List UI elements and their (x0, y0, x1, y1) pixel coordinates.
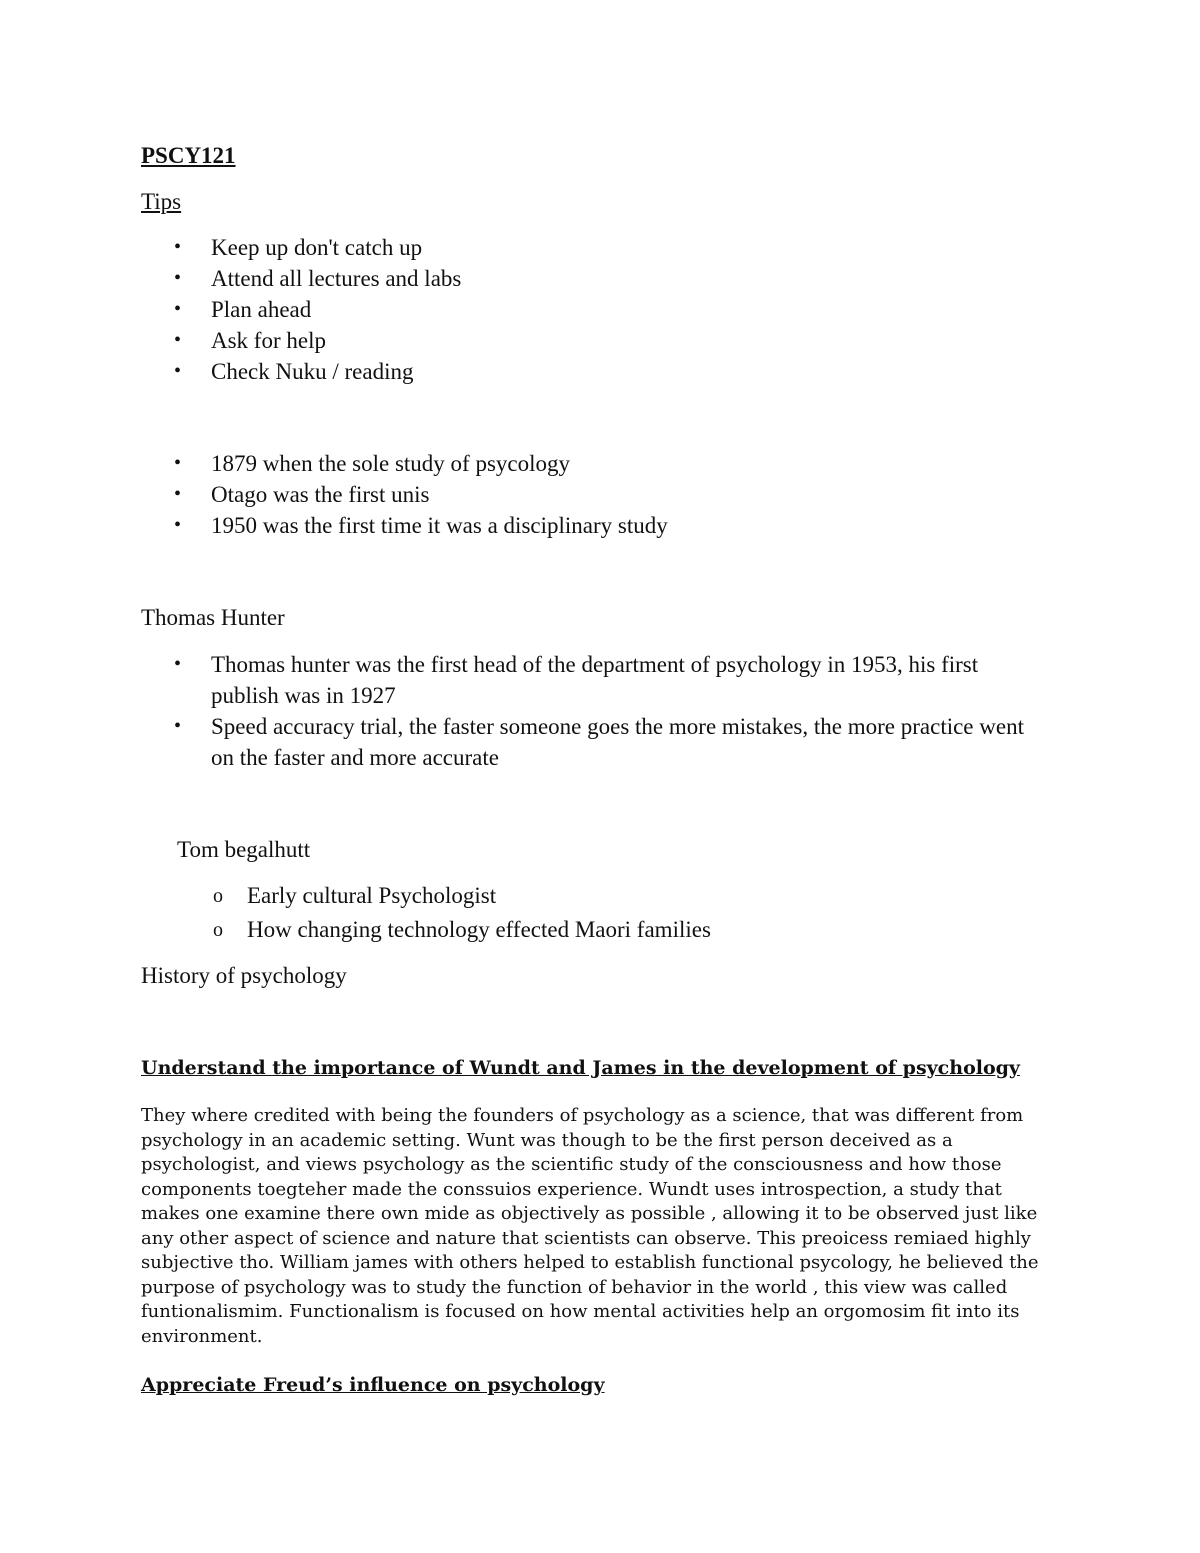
list-item (141, 649, 1041, 711)
freud-heading: Appreciate Freud’s influence on psychology (141, 1374, 605, 1396)
list-item (141, 263, 461, 294)
tips-heading: Tips (141, 189, 182, 214)
course-title: PSCY121 (141, 143, 236, 168)
list-item (177, 879, 711, 913)
list-item-text: Ask for help (211, 328, 326, 353)
bullet-icon: • (174, 298, 182, 320)
list-item-text: Speed accuracy trial, the faster someone goes the more mistakes, the more practice went on the faster and more accurate (211, 714, 1024, 770)
hunter-list (141, 649, 1041, 773)
begalhutt-list (177, 879, 711, 947)
bullet-icon: • (174, 452, 182, 474)
facts-list (141, 448, 668, 541)
list-item-text: Attend all lectures and labs (211, 266, 462, 291)
list-item-text: Early cultural Psychologist (247, 883, 497, 908)
list-item-text: Otago was the first unis (211, 482, 430, 507)
bullet-icon: • (174, 236, 182, 258)
begalhutt-heading: Tom begalhutt (177, 837, 311, 862)
bullet-icon: • (174, 653, 182, 675)
list-item (141, 479, 668, 510)
list-item-text: 1950 was the first time it was a disciplinary study (211, 513, 668, 538)
list-item-text: Keep up don't catch up (211, 235, 423, 260)
list-item (177, 913, 711, 947)
list-item (141, 356, 461, 387)
list-item-text: 1879 when the sole study of psycology (211, 451, 571, 476)
wundt-james-paragraph: They where credited with being the founders of psychology as a science, that was different from psychology in an academic setting. Wunt was though to be the first person deceived as a psychologist, and views psychology as the scientific study of the consciousness and how those components toegteher made the conssuios experience. Wundt uses introspection, a study that makes one examine there own mide as objectively as possible , allowing it to be observed just like any other aspect of science and nature that scientists can observe. This preoicess remiaed highly subjective tho. William james with others helped to establish functional psycology, he believed the purpose of psychology was to study the function of behavior in the world , this view was called funtionalismim. Functionalism is focused on how mental activities help an orgomosim fit into its environment. (141, 1105, 1039, 1347)
list-item-text: Plan ahead (211, 297, 312, 322)
bullet-icon: • (174, 360, 182, 382)
tips-list (141, 232, 461, 387)
bullet-icon: • (174, 267, 182, 289)
wundt-james-heading: Understand the importance of Wundt and James in the development of psychology (141, 1057, 1020, 1079)
bullet-icon: • (174, 715, 182, 737)
list-item (141, 294, 461, 325)
list-item (141, 325, 461, 356)
bullet-icon: • (174, 329, 182, 351)
list-item-text: Check Nuku / reading (211, 359, 414, 384)
list-item (141, 232, 461, 263)
list-item (141, 711, 1041, 773)
history-heading: History of psychology (141, 963, 347, 988)
list-item-text: Thomas hunter was the first head of the department of psychology in 1953, his first publish was in 1927 (211, 652, 979, 708)
hunter-heading: Thomas Hunter (141, 605, 285, 630)
list-item-text: How changing technology effected Maori families (247, 917, 711, 942)
bullet-icon: • (174, 514, 182, 536)
list-item (141, 510, 668, 541)
sub-bullet-icon: o (213, 919, 223, 941)
sub-bullet-icon: o (213, 885, 223, 907)
bullet-icon: • (174, 483, 182, 505)
list-item (141, 448, 668, 479)
